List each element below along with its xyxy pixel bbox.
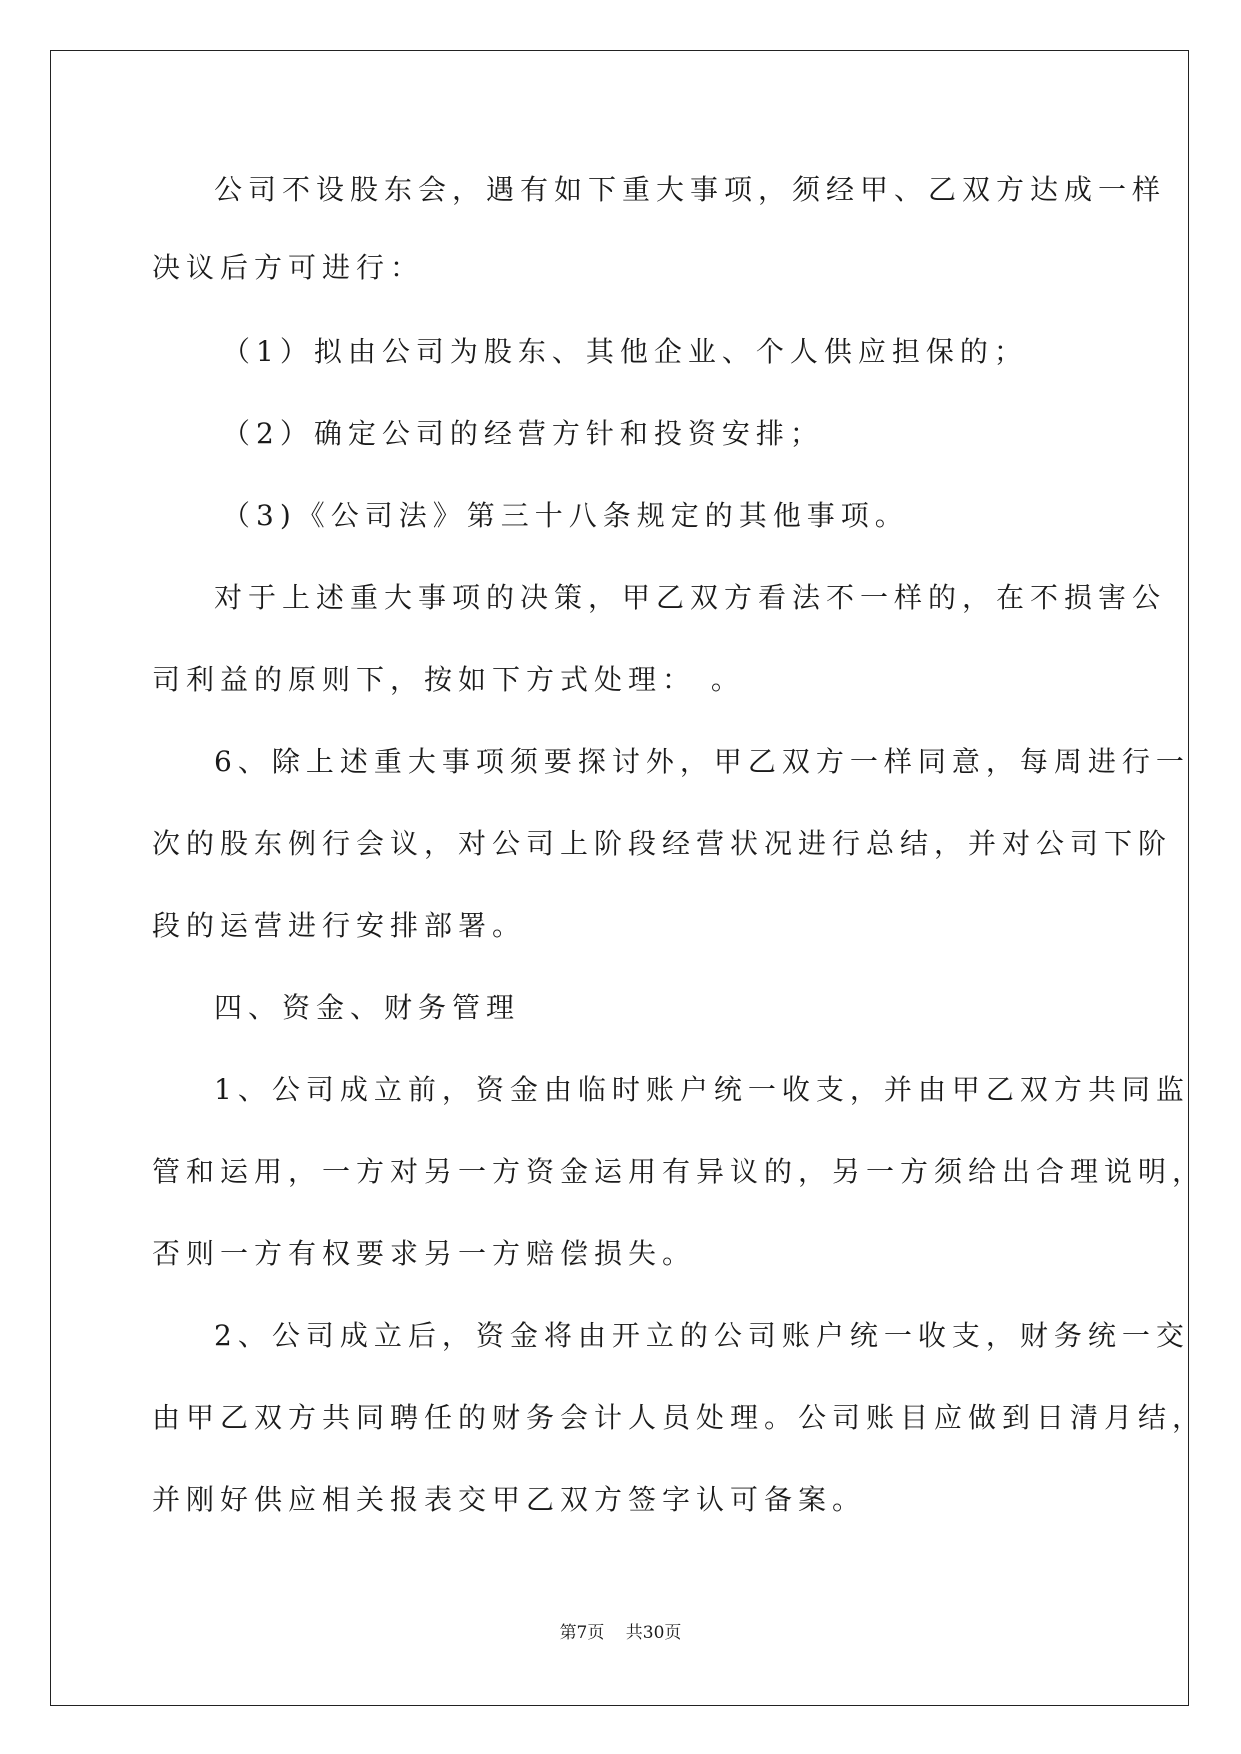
paragraph-line: 段的运营进行安排部署。 <box>152 909 527 942</box>
paragraph-line: 决议后方可进行： <box>152 251 425 284</box>
paragraph-line: 司利益的原则下，按如下方式处理： 。 <box>152 663 745 696</box>
paragraph-line: 公司不设股东会，遇有如下重大事项，须经甲、乙双方达成一样 <box>214 173 1167 206</box>
list-item: （3)《公司法》第三十八条规定的其他事项。 <box>222 499 909 532</box>
paragraph-line: 并刚好供应相关报表交甲乙双方签字认可备案。 <box>152 1483 867 1516</box>
page-total: 共30页 <box>625 1623 682 1643</box>
paragraph-line: 对于上述重大事项的决策，甲乙双方看法不一样的，在不损害公 <box>214 581 1167 614</box>
page-footer <box>0 1618 1241 1643</box>
paragraph-line: 由甲乙双方共同聘任的财务会计人员处理。公司账目应做到日清月结， <box>152 1401 1207 1434</box>
page-number: 第7页 <box>559 1623 605 1643</box>
paragraph-line: 次的股东例行会议，对公司上阶段经营状况进行总结，并对公司下阶 <box>152 827 1173 860</box>
page-border <box>50 50 1189 1706</box>
paragraph-line: 2、公司成立后，资金将由开立的公司账户统一收支，财务统一交 <box>214 1319 1190 1352</box>
list-item: （2）确定公司的经营方针和投资安排； <box>222 417 824 450</box>
section-heading: 四、资金、财务管理 <box>214 991 521 1024</box>
paragraph-line: 6、除上述重大事项须要探讨外，甲乙双方一样同意，每周进行一 <box>214 745 1190 778</box>
list-item: （1）拟由公司为股东、其他企业、个人供应担保的； <box>222 335 1028 368</box>
paragraph-line: 1、公司成立前，资金由临时账户统一收支，并由甲乙双方共同监 <box>214 1073 1190 1106</box>
paragraph-line: 管和运用，一方对另一方资金运用有异议的，另一方须给出合理说明， <box>152 1155 1207 1188</box>
paragraph-line: 否则一方有权要求另一方赔偿损失。 <box>152 1237 697 1270</box>
